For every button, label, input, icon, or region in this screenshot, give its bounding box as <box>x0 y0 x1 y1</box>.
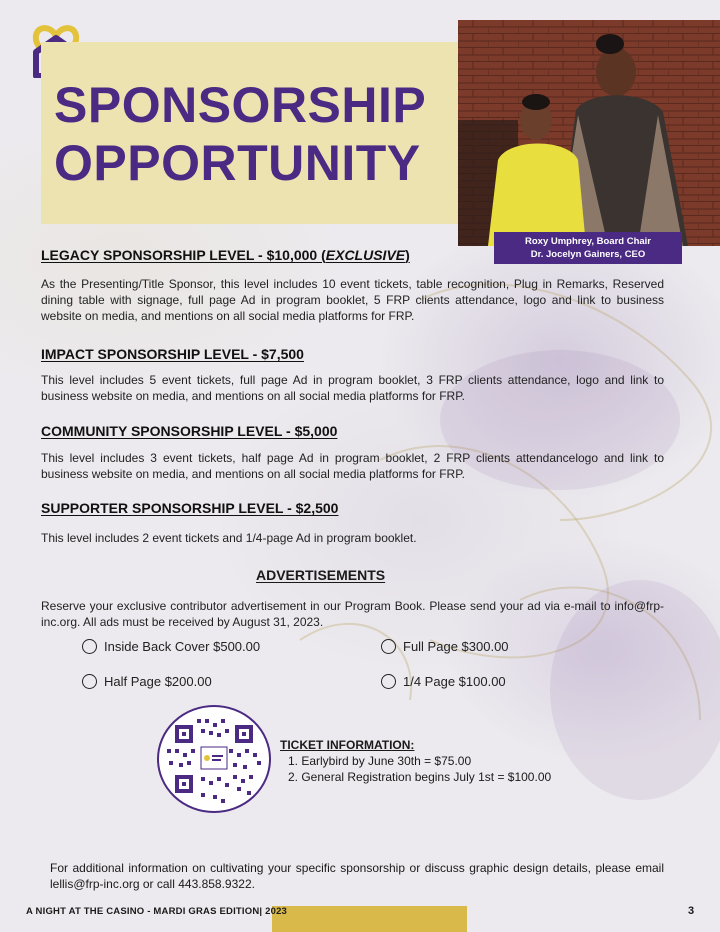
caption-line-2: Dr. Jocelyn Gainers, CEO <box>530 249 646 260</box>
supporter-level-text: This level includes 2 event tickets and 1/4-page Ad in program booklet. <box>41 531 417 545</box>
footer-gold-bar <box>272 906 467 932</box>
advertisements-text: Reserve your exclusive contributor advertisement in our Program Book. Please send your ad via e-mail to info@frp-inc.org. All ads must be received by August 31, 2023. <box>41 599 664 629</box>
radio-icon[interactable] <box>82 639 97 654</box>
ticket-item: 2. General Registration begins July 1st = $100.00 <box>288 770 552 784</box>
legacy-level-heading <box>41 247 410 263</box>
ad-option-half-page[interactable] <box>82 674 212 689</box>
radio-icon[interactable] <box>381 674 396 689</box>
footer-event-title <box>26 906 287 917</box>
title-line-2: OPPORTUNITY <box>54 135 421 191</box>
advertisements-heading: ADVERTISEMENTS <box>256 567 386 583</box>
caption-line-1: Roxy Umphrey, Board Chair <box>525 236 651 247</box>
ticket-list <box>288 753 551 785</box>
ad-option-label: Inside Back Cover $500.00 <box>104 639 261 654</box>
title-line-1: SPONSORSHIP <box>54 77 427 133</box>
contact-note: For additional information on cultivating your specific sponsorship or discuss graphic design details, please email lellis@frp-inc.org or call 443.858.9322. <box>50 861 664 891</box>
ad-option-full-page[interactable] <box>381 639 509 654</box>
ad-option-label: 1/4 Page $100.00 <box>403 674 506 689</box>
photo-caption <box>494 232 682 264</box>
event-name: A NIGHT AT THE CASINO - MARDI GRAS EDITION <box>26 906 260 917</box>
ad-option-label: Full Page $300.00 <box>403 639 509 654</box>
legacy-level-text: As the Presenting/Title Sponsor, this level includes 10 event tickets, table recognition, Plug in Remarks, Reserved dining table with signage, full page Ad in program booklet, 5 FRP clients attendance, logo and link to business website on media, and mentions on all social media platforms for FRP. <box>41 277 664 323</box>
event-year: | 2023 <box>259 906 288 917</box>
ad-option-inside-back-cover[interactable] <box>82 639 260 654</box>
legacy-heading-emphasis: EXCLUSIVE <box>325 247 406 263</box>
impact-level-heading: IMPACT SPONSORSHIP LEVEL - $7,500 <box>41 346 304 362</box>
community-level-text: This level includes 3 event tickets, half page Ad in program booklet, 2 FRP clients attendancelogo and link to business website on media, and mentions on all social media platforms for FRP. <box>41 451 664 481</box>
legacy-heading-prefix: LEGACY SPONSORSHIP LEVEL - $10,000 ( <box>41 247 326 263</box>
supporter-level-heading: SUPPORTER SPONSORSHIP LEVEL - $2,500 <box>41 500 339 516</box>
ticket-info-heading: TICKET INFORMATION: <box>280 738 415 752</box>
board-photo <box>458 20 720 246</box>
community-level-heading: COMMUNITY SPONSORSHIP LEVEL - $5,000 <box>41 423 338 439</box>
page-title <box>54 76 426 192</box>
ad-option-quarter-page[interactable] <box>381 674 506 689</box>
radio-icon[interactable] <box>381 639 396 654</box>
legacy-heading-suffix: ) <box>405 247 410 263</box>
page-number: 3 <box>688 905 695 917</box>
ticket-item: 1. Earlybird by June 30th = $75.00 <box>288 754 472 768</box>
ad-option-label: Half Page $200.00 <box>104 674 212 689</box>
impact-level-text: This level includes 5 event tickets, full page Ad in program booklet, 3 FRP clients attendance, logo and link to business website on media, and mentions on all social media platforms for FRP. <box>41 373 664 403</box>
radio-icon[interactable] <box>82 674 97 689</box>
qr-code[interactable] <box>157 705 271 813</box>
